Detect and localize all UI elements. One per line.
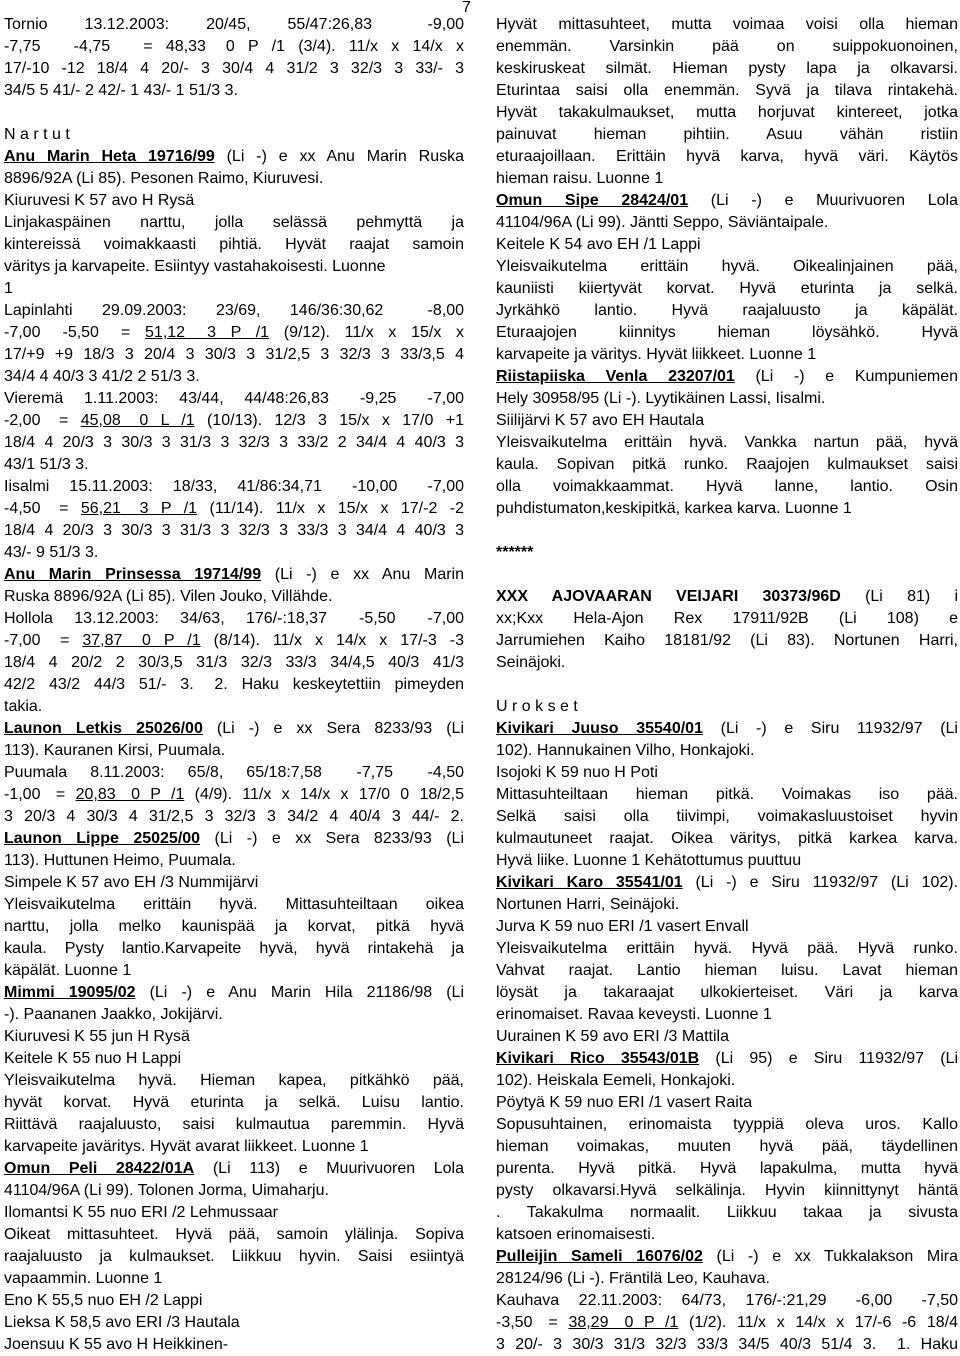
text-line: hyvät korvat. Hyvä eturinta ja selkä. Luisu lantio. (4, 1094, 464, 1111)
text-line: Ilomantsi K 55 nuo ERI /2 Lehmussaar (4, 1204, 278, 1221)
entry-text: (1/2). 11/x x 14/x x 17/-6 -6 18/4 (678, 1314, 958, 1331)
blank-line (4, 102, 464, 124)
text-line: Selkä saisi olla tiivimpi, voimakasluustoiset hyvin (496, 808, 958, 825)
entry-text: (11/14). 11/x x 15/x x 17/-2 -2 (197, 500, 464, 517)
text-line: 43/- 9 51/3 3. (4, 544, 99, 561)
text-line: 8896/92A (Li 85). Pesonen Raimo, Kiuruvesi. (4, 170, 324, 187)
text-line: 41104/96A (Li 99). Tolonen Jorma, Uimaharju. (4, 1182, 329, 1199)
text-line: 1 (4, 280, 13, 297)
text-line (4, 630, 464, 652)
text-line: 42/2 43/2 44/3 51/- 3. 2. Haku keskeytettiin pimeyden (4, 676, 464, 693)
entry-heading: Mimmi 19095/02 (4, 984, 136, 1001)
text-line: Linjakaspäinen narttu, jolla selässä pehmyttä ja (4, 214, 464, 231)
text-line: N a r t u t (4, 126, 70, 143)
entry-heading: Launon Letkis 25026/00 (4, 720, 203, 737)
text-line: 113). Huttunen Heimo, Puumala. (4, 852, 236, 869)
text-line: 113). Kauranen Kirsi, Puumala. (4, 742, 226, 759)
entry-heading: Kivikari Rico 35543/01B (496, 1050, 700, 1067)
text-line: vapaammin. Luonne 1 (4, 1270, 163, 1287)
text-line: Eturintaa saisi olla enemmän. Syvä ja tilava rintakehä. (496, 82, 958, 99)
text-line: 3 20/3 4 30/3 4 31/2,5 3 32/3 3 34/2 4 40/4 3 44/- 2. (4, 808, 464, 825)
entry-text: -7,00 -5,50 = (4, 324, 146, 341)
entry-heading: Riistapiiska Venla 23207/01 (496, 368, 735, 385)
text-line: Pöytyä K 59 nuo ERI /1 vasert Raita (496, 1094, 753, 1111)
text-line: narttu, jolla melko kaunispää ja korvat, pitkä hyvä (4, 918, 464, 935)
text-line: kaula. Sopivan pitkä runko. Raajojen kulmaukset saisi (496, 456, 958, 473)
text-line: hieman raisu. Luonne 1 (496, 170, 664, 187)
text-line: Hollola 13.12.2003: 34/63, 176/-:18,37 -5,50 -7,00 (4, 610, 464, 627)
text-line: takia. (4, 698, 43, 715)
text-line: kintereissä voimakkaasti pihtiä. Hyvät raajat samoin (4, 236, 464, 253)
text-line: purenta. Hyvä pitkä. Hyvä lapakulma, mutta hyvä (496, 1160, 958, 1177)
text-line (4, 828, 464, 850)
text-line: kaula. Pysty lantio.Karvapeite hyvä, hyvä rintakehä ja (4, 940, 464, 957)
text-line (4, 498, 464, 520)
text-line: Tornio 13.12.2003: 20/45, 55/47:26,83 -9,00 (4, 16, 464, 33)
text-line: pysty olkavarsi.Hyvä selkälinja. Hyvin kiinnittynyt häntä (496, 1182, 958, 1199)
text-line (4, 146, 464, 168)
text-line (4, 1158, 464, 1180)
text-line (4, 718, 464, 740)
text-line: käpälät. Luonne 1 (4, 962, 132, 979)
text-line (4, 322, 464, 344)
entry-text: -1,00 = (4, 786, 76, 803)
text-line (496, 872, 958, 894)
text-line: Seinäjoki. (496, 654, 566, 671)
text-line: Simpele K 57 avo EH /3 Nummijärvi (4, 874, 259, 891)
text-line: väritys ja karvapeite. Esiintyy vastahakoisesti. Luonne (4, 258, 386, 275)
text-line (4, 410, 464, 432)
entry-text: (Li -) e xx Tukkalakson Mira (702, 1248, 958, 1265)
text-line: Yleisvaikutelma erittäin hyvä. Oikealinjainen pää, (496, 258, 958, 275)
text-line: enemmän. Varsinkin pää on suippokuonoinen, (496, 38, 958, 55)
text-line: 3 20/- 3 30/3 31/3 32/3 33/3 34/5 40/3 51/4 3. 1. Haku (496, 1336, 958, 1353)
text-line: Kiuruvesi K 57 avo H Rysä (4, 192, 195, 209)
text-line: Siilijärvi K 57 avo EH Hautala (496, 412, 705, 429)
text-line: Jarrumiehen Kaiho 18181/92 (Li 83). Nortunen Harri, (496, 632, 958, 649)
entry-text: (Li 113) e Muurivuoren Lola (194, 1160, 464, 1177)
left-column (4, 14, 464, 1356)
entry-text: (Li -) e xx Anu Marin Ruska (214, 148, 464, 165)
text-line: 41104/96A (Li 99). Jäntti Seppo, Säviäntaipale. (496, 214, 829, 231)
text-line: raajaluusto ja kulmaukset. Liikkuu hyvin. Saisi esiintyä (4, 1248, 464, 1265)
text-line: kulmautuneet raajat. Oikea väritys, pitkä karkea karva. (496, 830, 958, 847)
entry-heading: 56,21 3 P /1 (80, 500, 198, 517)
text-line: 102). Heiskala Eemeli, Honkajoki. (496, 1072, 736, 1089)
text-line: Lieksa K 58,5 avo ERI /3 Hautala (4, 1314, 240, 1331)
text-line (496, 586, 958, 608)
entry-heading: Anu Marin Heta 19716/99 (4, 148, 215, 165)
text-line: Jurva K 59 nuo ERI /1 vasert Envall (496, 918, 749, 935)
text-line: Keitele K 55 nuo H Lappi (4, 1050, 182, 1067)
text-line: Hyvä liike. Luonne 1 Kehätottumus puuttuu (496, 852, 802, 869)
entry-heading: 37,87 0 P /1 (82, 632, 201, 649)
text-line: Lapinlahti 29.09.2003: 23/69, 146/36:30,62 -8,00 (4, 302, 464, 319)
text-line: Yleisvaikutelma erittäin hyvä. Hyvä pää. Hyvä runko. (496, 940, 958, 957)
text-line: 28124/96 (Li -). Fräntilä Leo, Kauhava. (496, 1270, 770, 1287)
entry-heading: Kivikari Karo 35541/01 (496, 874, 683, 891)
entry-text: (4/9). 11/x x 14/x x 17/0 0 18/2,5 (184, 786, 464, 803)
text-line: katsoen erinomaisesti. (496, 1226, 656, 1243)
text-line: Uurainen K 59 avo ERI /3 Mattila (496, 1028, 730, 1045)
text-line: löysät ja takaraajat ulkokierteiset. Väri ja karva (496, 984, 958, 1001)
text-line: Sopusuhtainen, erinomaista tyyppiä oleva uros. Kallo (496, 1116, 958, 1133)
text-line (496, 1048, 958, 1070)
text-line (496, 190, 958, 212)
text-line: olla voimakkaammat. Hyvä lanne, lantio. Osin (496, 478, 958, 495)
text-line (496, 718, 958, 740)
text-line: kauniisti kiiertyvät korvat. Hyvä eturinta ja selkä. (496, 280, 958, 297)
text-line (496, 366, 958, 388)
entry-text: (Li -) e Kumpuniemen (734, 368, 958, 385)
text-line: Nortunen Harri, Seinäjoki. (496, 896, 680, 913)
text-line: Hely 30958/95 (Li -). Lyytikäinen Lassi, Iisalmi. (496, 390, 826, 407)
entry-heading: Pulleijin Sameli 16076/02 (496, 1248, 703, 1265)
entry-heading: Omun Peli 28422/01A (4, 1160, 195, 1177)
text-line: Ruska 8896/92A (Li 85). Vilen Jouko, Villähde. (4, 588, 333, 605)
text-line: Puumala 8.11.2003: 65/8, 65/18:7,58 -7,75 -4,50 (4, 764, 464, 781)
entry-text: (8/14). 11/x x 14/x x 17/-3 -3 (200, 632, 464, 649)
blank-line (496, 564, 958, 586)
text-line: Oikeat mittasuhteet. Hyvä pää, samoin ylälinja. Sopiva (4, 1226, 464, 1243)
entry-text: (Li -) e xx Sera 8233/93 (Li (200, 830, 464, 847)
blank-line (496, 520, 958, 542)
text-line: 18/4 4 20/3 3 30/3 3 31/3 3 32/3 3 33/2 2 34/4 4 40/3 3 (4, 434, 464, 451)
text-line: Vahvat raajat. Lantio hieman luisu. Lavat hieman (496, 962, 958, 979)
entry-text: (Li 81) i (840, 588, 958, 605)
entry-text: (Li 95) e Siru 11932/97 (Li (699, 1050, 958, 1067)
text-line: 102). Hannukainen Vilho, Honkajoki. (496, 742, 755, 759)
text-line: Jyrkähkö lantio. Hyvä raajaluusto ja käpälät. (496, 302, 958, 319)
entry-heading: Omun Sipe 28424/01 (496, 192, 689, 209)
text-line: Yleisvaikutelma erittäin hyvä. Mittasuhteiltaan oikea (4, 896, 464, 913)
text-line: Kauhava 22.11.2003: 64/73, 176/-:21,29 -6,00 -7,50 (496, 1292, 958, 1309)
text-line: Riittävä raajaluusto, saisi kulmautua paremmin. Hyvä (4, 1116, 464, 1133)
text-line: Mittasuhteiltaan hieman pitkä. Voimakas iso pää. (496, 786, 958, 803)
text-line: 17/+9 +9 18/3 3 20/4 3 30/3 3 31/2,5 3 32/3 3 33/3,5 4 (4, 346, 464, 363)
entry-text: -7,00 = (4, 632, 83, 649)
text-line: Vieremä 1.11.2003: 43/44, 44/48:26,83 -9,25 -7,00 (4, 390, 464, 407)
entry-heading: Anu Marin Prinsessa 19714/99 (4, 566, 262, 583)
text-line (4, 982, 464, 1004)
right-column (496, 14, 958, 1356)
entry-heading: 45,08 0 L /1 (80, 412, 195, 429)
text-line: 18/4 4 20/3 3 30/3 3 31/3 3 32/3 3 33/3 3 34/4 4 40/3 3 (4, 522, 464, 539)
text-line (496, 1246, 958, 1268)
entry-text: (Li -) e xx Sera 8233/93 (Li (202, 720, 464, 737)
entry-heading: 51,12 3 P /1 (145, 324, 270, 341)
text-line: Yleisvaikutelma erittäin hyvä. Vankka nartun pää, hyvä (496, 434, 958, 451)
text-line: ****** (496, 544, 534, 561)
text-line: 43/1 51/3 3. (4, 456, 89, 473)
entry-text: (Li -) e Siru 11932/97 (Li 102). (682, 874, 958, 891)
entry-text: (Li -) e Muurivuoren Lola (688, 192, 958, 209)
text-line: Iisalmi 15.11.2003: 18/33, 41/86:34,71 -10,00 -7,00 (4, 478, 464, 495)
text-line: Hyvät takakulmaukset, mutta horjuvat kintereet, jotka (496, 104, 958, 121)
text-line: 34/5 5 41/- 2 42/- 1 43/- 1 51/3 3. (4, 82, 238, 99)
text-line: Keitele K 54 avo EH /1 Lappi (496, 236, 701, 253)
text-line: karvapeite ja väritys. Hyvät liikkeet. Luonne 1 (496, 346, 817, 363)
text-line: puhdistumaton,keskipitkä, karkea karva. Luonne 1 (496, 500, 852, 517)
entry-heading: XXX AJOVAARAN VEIJARI 30373/96D (496, 588, 841, 605)
text-line (4, 564, 464, 586)
text-line: . Takakulma normaalit. Liikkuu takaa ja sivusta (496, 1204, 958, 1221)
text-line (496, 1312, 958, 1334)
entry-text: -2,00 = (4, 412, 81, 429)
entry-text: -3,50 = (496, 1314, 569, 1331)
blank-line (496, 674, 958, 696)
page-number: 7 (462, 0, 471, 16)
text-line: Yleisvaikutelma hyvä. Hieman kapea, pitkähkö pää, (4, 1072, 464, 1089)
text-line: Hyvät mittasuhteet, mutta voimaa voisi olla hieman (496, 16, 958, 33)
text-line: Isojoki K 59 nuo H Poti (496, 764, 658, 781)
text-line: Joensuu K 55 avo H Heikkinen- (4, 1336, 229, 1353)
text-line: karvapeite javäritys. Hyvät avarat liikkeet. Luonne 1 (4, 1138, 369, 1155)
entry-text: (Li -) e Siru 11932/97 (Li (702, 720, 958, 737)
text-line: 18/4 4 20/2 2 30/3,5 31/3 32/3 33/3 34/4,5 40/3 41/3 (4, 654, 464, 671)
entry-text: (Li -) e xx Anu Marin (261, 566, 464, 583)
entry-heading: 38,29 0 P /1 (568, 1314, 679, 1331)
text-line: Eturaajojen kiinnitys hieman löysähkö. Hyvä (496, 324, 958, 341)
text-line: erinomaiset. Ravaa keveysti. Luonne 1 (496, 1006, 772, 1023)
text-line: keskiruskeat silmät. Hieman pysty lapa ja olkavarsi. (496, 60, 958, 77)
entry-text: (10/13). 12/3 3 15/x x 17/0 +1 (194, 412, 464, 429)
entry-text: (Li -) e Anu Marin Hila 21186/98 (Li (135, 984, 464, 1001)
text-line: painuvat hieman pihtiin. Asuu vähän ristiin (496, 126, 958, 143)
text-line: 34/4 4 40/3 3 41/2 2 51/3 3. (4, 368, 200, 385)
text-line: -7,75 -4,75 = 48,33 0 P /1 (3/4). 11/x x 14/x x (4, 38, 464, 55)
text-line: eturaajoillaan. Erittäin hyvä karva, hyvä väri. Käytös (496, 148, 958, 165)
entry-text: (9/12). 11/x x 15/x x (269, 324, 464, 341)
text-line: Kiuruvesi K 55 jun H Rysä (4, 1028, 190, 1045)
text-line: Eno K 55,5 nuo EH /2 Lappi (4, 1292, 203, 1309)
text-line: 17/-10 -12 18/4 4 20/- 3 30/4 4 31/2 3 32/3 3 33/- 3 (4, 60, 464, 77)
text-line: xx;Kxx Hela-Ajon Rex 17911/92B (Li 108) e (496, 610, 958, 627)
entry-heading: Launon Lippe 25025/00 (4, 830, 201, 847)
text-line: -). Paananen Jaakko, Jokijärvi. (4, 1006, 223, 1023)
text-line: U r o k s e t (496, 698, 578, 715)
text-line: hieman voimakas, muuten hyvä pää, täydellinen (496, 1138, 958, 1155)
entry-text: -4,50 = (4, 500, 81, 517)
entry-heading: Kivikari Juuso 35540/01 (496, 720, 703, 737)
entry-heading: 20,83 0 P /1 (75, 786, 185, 803)
text-line (4, 784, 464, 806)
